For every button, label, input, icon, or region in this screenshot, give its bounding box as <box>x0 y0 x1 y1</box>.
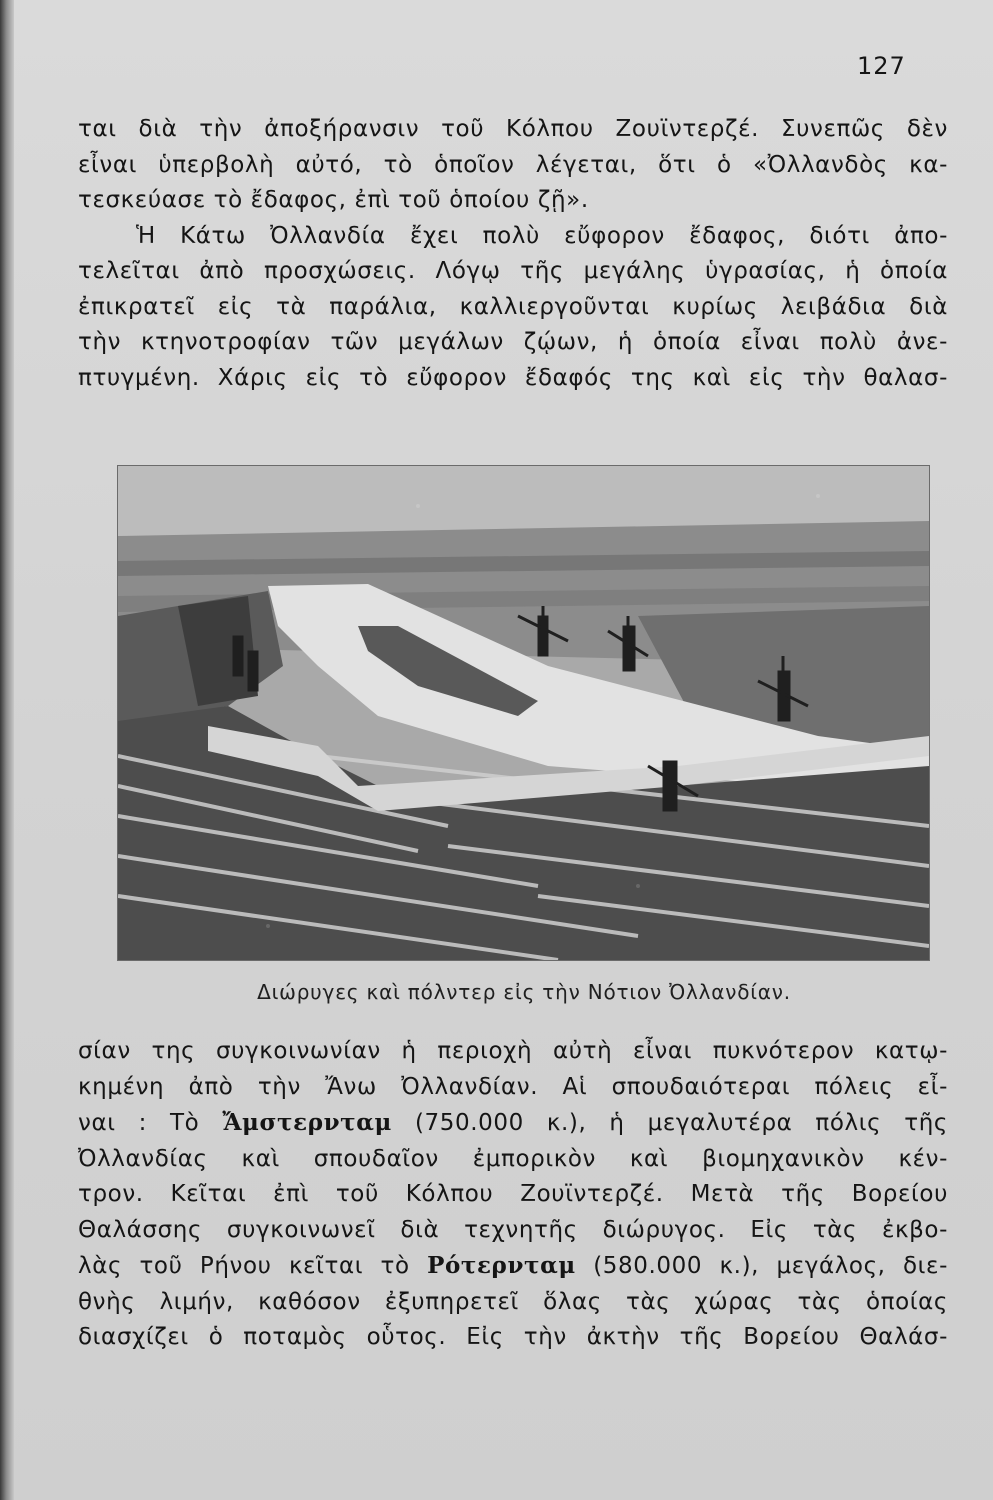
text-fragment: ναι : Τὸ <box>78 1110 200 1136</box>
text-line: τὴν κτηνοτροφίαν τῶν μεγάλων ζῴων, ἡ ὁποία εἶναι πολὺ ἀνε- <box>78 329 948 355</box>
book-spine-shadow <box>0 0 14 1500</box>
polder-canal-photo <box>118 466 929 960</box>
page-number: 127 <box>857 52 906 80</box>
paragraph-2 <box>78 1034 948 1356</box>
text-line: ἐπικρατεῖ εἰς τὰ παράλια, καλλιεργοῦνται κυρίως λειβάδια διὰ <box>78 293 948 320</box>
text-line: ται διὰ τὴν ἀποξήρανσιν τοῦ Κόλπου Ζουϊντερζέ. Συνεπῶς δὲν <box>78 116 948 142</box>
book-page <box>14 0 993 1500</box>
text-fragment: λὰς τοῦ Ρήνου κεῖται τὸ <box>78 1253 410 1279</box>
text-line: διασχίζει ὁ ποταμὸς οὗτος. Εἰς τὴν ἀκτὴν τῆς Βορείου Θαλάσ- <box>78 1324 948 1350</box>
text-line: τελεῖται ἀπὸ προσχώσεις. Λόγῳ τῆς μεγάλης ὑγρασίας, ἡ ὁποία <box>78 258 948 284</box>
text-line: τρον. Κεῖται ἐπὶ τοῦ Κόλπου Ζουϊντερζέ. Μετὰ τῆς Βορείου <box>78 1181 948 1207</box>
text-line: τεσκεύασε τὸ ἔδαφος, ἐπὶ τοῦ ὁποίου ζῇ». <box>78 187 589 213</box>
text-fragment: (750.000 κ.), ἡ μεγαλυτέρα πόλις τῆς <box>414 1110 948 1136</box>
text-line: κημένη ἀπὸ τὴν Ἄνω Ὀλλανδίαν. Αἱ σπουδαιότεραι πόλεις εἶ- <box>78 1073 948 1100</box>
text-line: Θαλάσσης συγκοινωνεῖ διὰ τεχνητῆς διώρυγος. Εἰς τὰς ἐκβο- <box>78 1216 948 1243</box>
paragraph-1 <box>78 112 948 396</box>
text-line <box>78 1105 948 1142</box>
text-line: σίαν της συγκοινωνίαν ἡ περιοχὴ αὐτὴ εἶναι πυκνότερον κατῳ- <box>78 1038 948 1064</box>
city-name-amsterdam: Ἄμστερνταμ <box>222 1109 392 1136</box>
text-line: εἶναι ὑπερβολὴ αὐτό, τὸ ὁποῖον λέγεται, ὅτι ὁ «Ὀλλανδὸς κα- <box>78 151 948 178</box>
text-line <box>78 1248 948 1285</box>
text-line: Ἡ Κάτω Ὀλλανδία ἔχει πολὺ εὔφορον ἔδαφος, διότι ἀπο- <box>136 222 948 249</box>
text-line: πτυγμένη. Χάρις εἰς τὸ εὔφορον ἔδαφός της καὶ εἰς τὴν θαλασ- <box>78 364 948 391</box>
text-line: Ὀλλανδίας καὶ σπουδαῖον ἐμπορικὸν καὶ βιομηχανικὸν κέν- <box>78 1145 948 1172</box>
text-fragment: (580.000 κ.), μεγάλος, διε- <box>593 1253 948 1279</box>
text-line: θνὴς λιμήν, καθόσον ἐξυπηρετεῖ ὅλας τὰς χώρας τὰς ὁποίας <box>78 1288 948 1315</box>
figure-caption: Διώρυγες καὶ πόλντερ εἰς τὴν Νότιον Ὀλλανδίαν. <box>257 980 791 1004</box>
city-name-rotterdam: Ρότερνταμ <box>427 1252 576 1279</box>
